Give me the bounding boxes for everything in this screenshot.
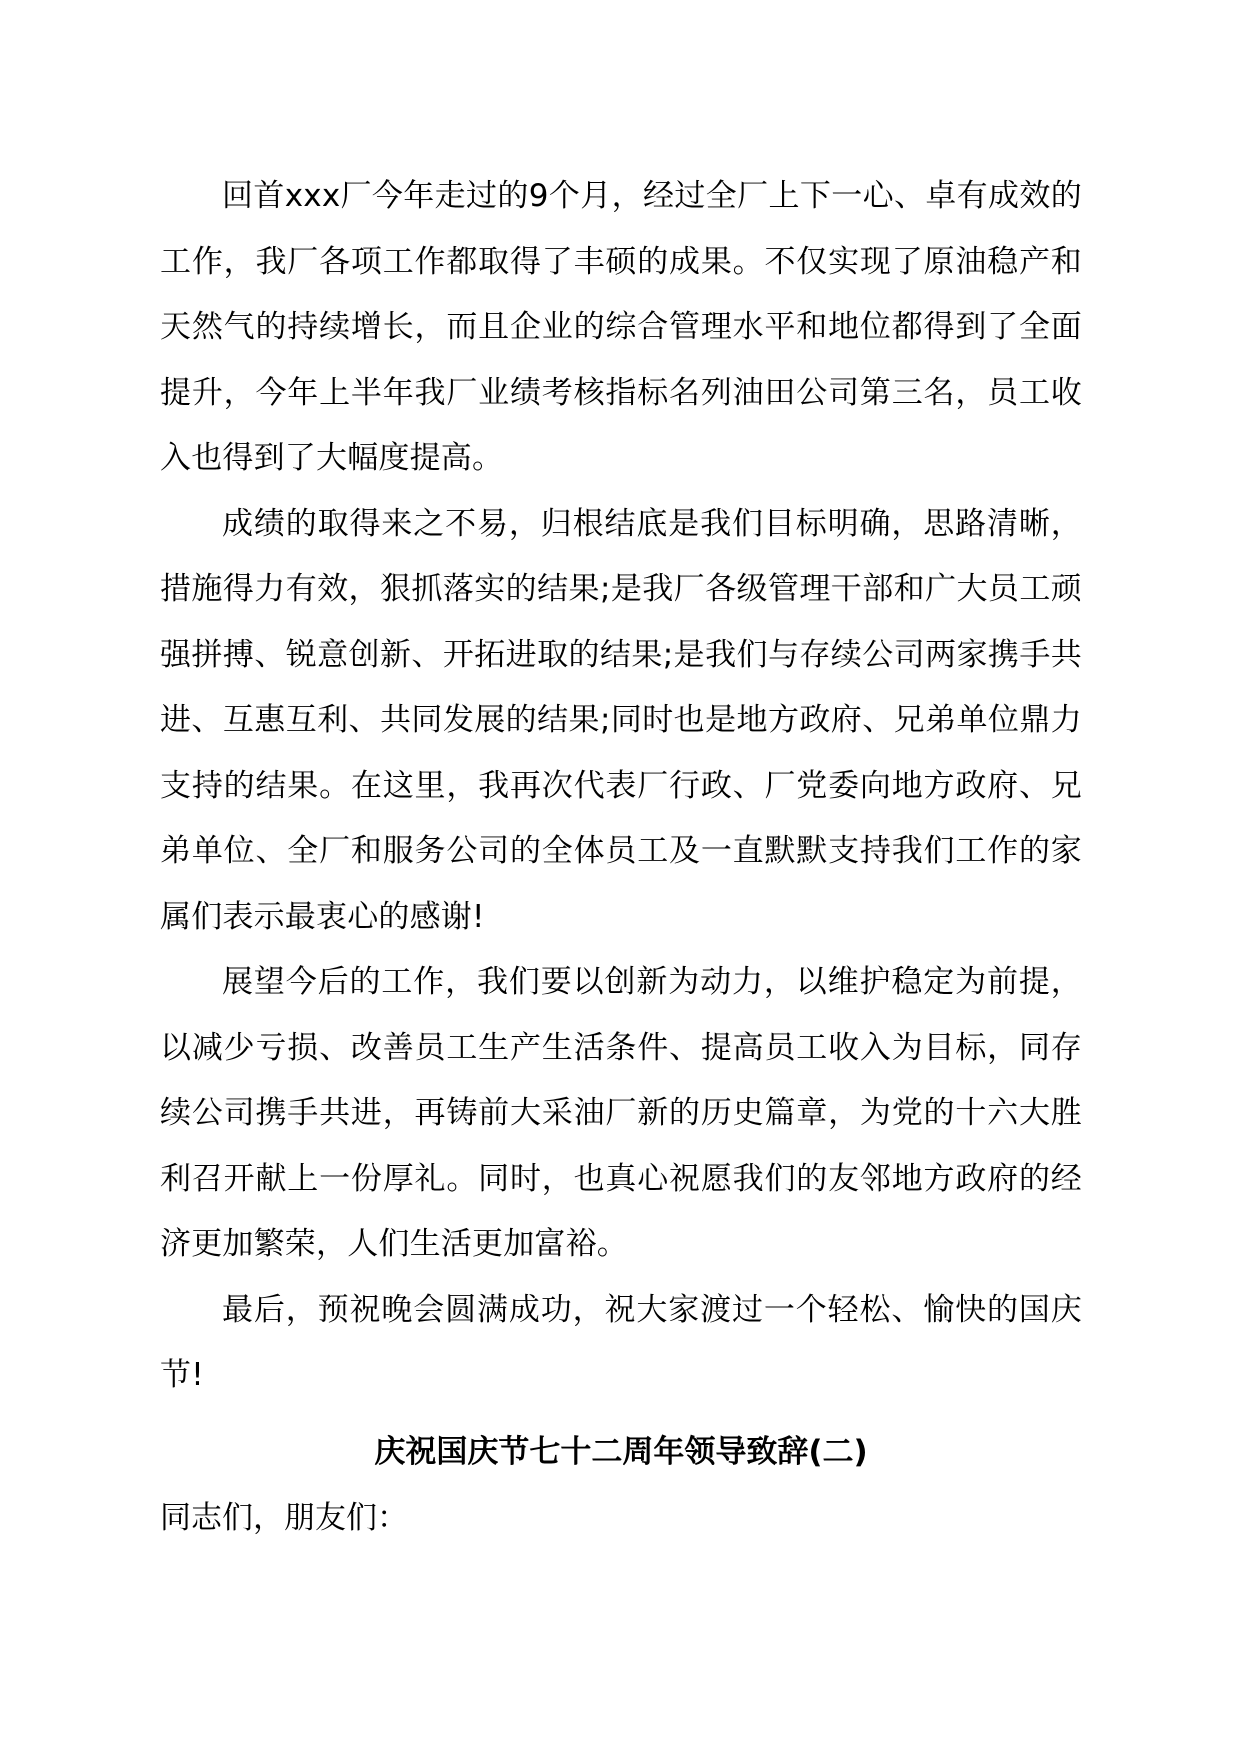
paragraph-review: 回首xxx厂今年走过的9个月，经过全厂上下一心、卓有成效的工作，我厂各项工作都取得了丰硕的成果。不仅实现了原油稳产和天然气的持续增长，而且企业的综合管理水平和地位都得到了全面提升，今年上半年我厂业绩考核指标名列油田公司第三名，员工收入也得到了大幅度提高。 [160,178,1082,476]
document-page [160,164,1082,1551]
paragraph-achievements: 成绩的取得来之不易，归根结底是我们目标明确，思路清晰，措施得力有效，狠抓落实的结果;是我厂各级管理干部和广大员工顽强拼搏、锐意创新、开拓进取的结果;是我们与存续公司两家携手共进、互惠互利、共同发展的结果;同时也是地方政府、兄弟单位鼎力支持的结果。在这里，我再次代表厂行政、厂党委向地方政府、兄弟单位、全厂和服务公司的全体员工及一直默默支持我们工作的家属们表示最衷心的感谢! [160,505,1082,935]
section-title: 庆祝国庆节七十二周年领导致辞(二) [374,1433,868,1470]
salutation: 同志们，朋友们： [160,1499,408,1536]
paragraph-outlook: 展望今后的工作，我们要以创新为动力，以维护稳定为前提，以减少亏损、改善员工生产生活条件、提高员工收入为目标，同存续公司携手共进，再铸前大采油厂新的历史篇章，为党的十六大胜利召开献上一份厚礼。同时，也真心祝愿我们的友邻地方政府的经济更加繁荣，人们生活更加富裕。 [160,964,1082,1262]
paragraph-closing: 最后，预祝晚会圆满成功，祝大家渡过一个轻松、愉快的国庆节! [160,1291,1082,1393]
